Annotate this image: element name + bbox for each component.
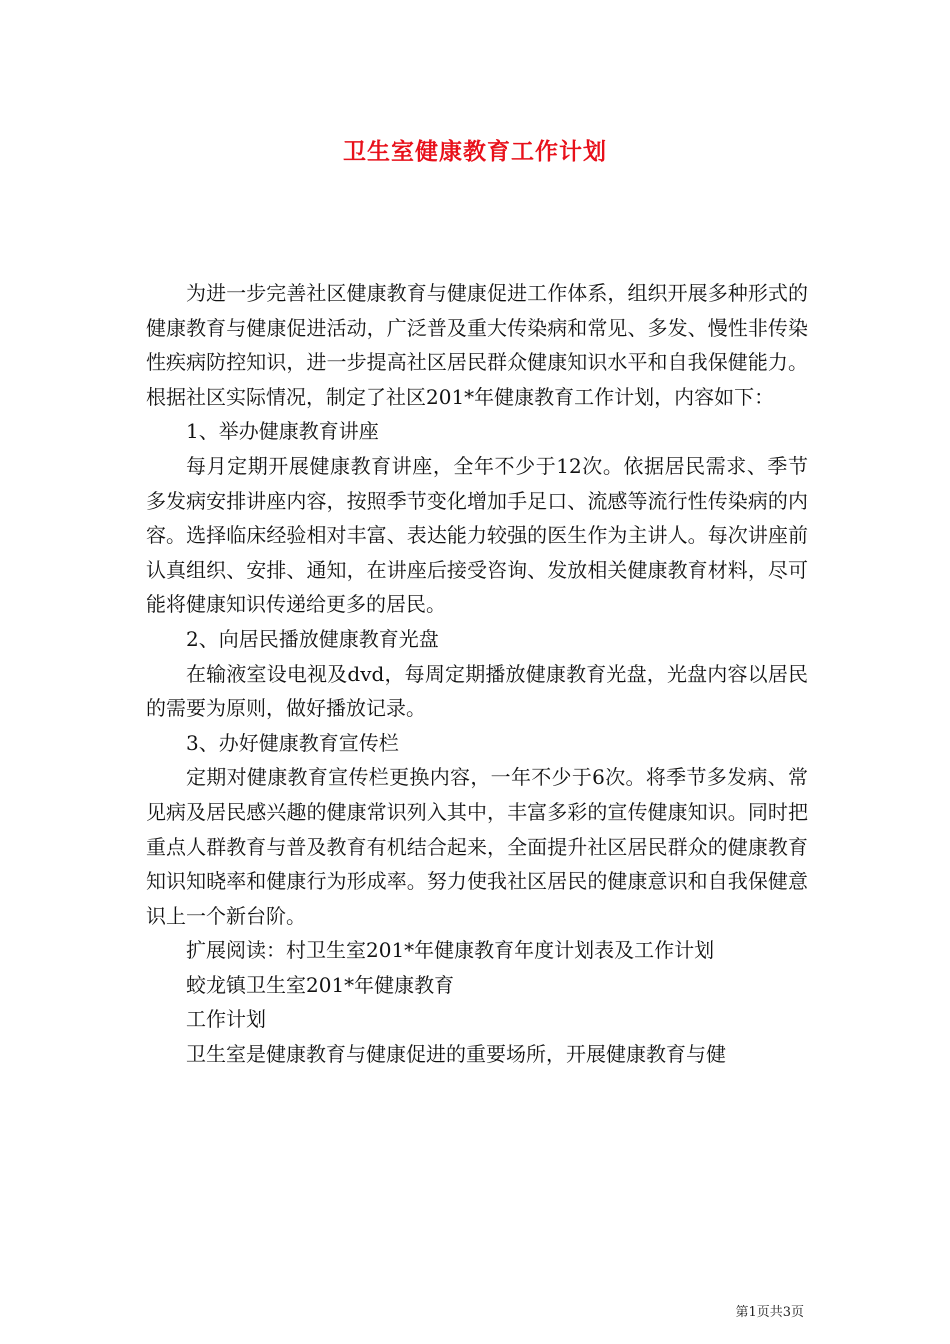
section-heading-2: 2、向居民播放健康教育光盘	[186, 626, 439, 651]
intro-paragraph: 为进一步完善社区健康教育与健康促进工作体系，组织开展多种形式的健康教育与健康促进活动，广泛普及重大传染病和常见、多发、慢性非传染性疾病防控知识，进一步提高社区居民群众健康知识水平和自我保健能力。根据社区实际情况，制定了社区201*年健康教育工作计划，内容如下：	[146, 281, 808, 409]
page-number-footer: 第1页共3页	[735, 1305, 804, 1320]
subdocument-subtitle-line: 工作计划	[186, 1007, 266, 1032]
document-title: 卫生室健康教育工作计划	[343, 138, 607, 165]
section-heading-1: 1、举办健康教育讲座	[186, 419, 379, 444]
section-paragraph-1: 每月定期开展健康教育讲座，全年不少于12次。依据居民需求、季节多发病安排讲座内容，按照季节变化增加手足口、流感等流行性传染病的内容。选择临床经验相对丰富、表达能力较强的医生作为主讲人。每次讲座前认真组织、安排、通知，在讲座后接受咨询、发放相关健康教育材料，尽可能将健康知识传递给更多的居民。	[146, 453, 808, 617]
section-heading-3: 3、办好健康教育宣传栏	[186, 730, 399, 755]
section-paragraph-3: 定期对健康教育宣传栏更换内容，一年不少于6次。将季节多发病、常见病及居民感兴趣的健康常识列入其中，丰富多彩的宣传健康知识。同时把重点人群教育与普及教育有机结合起来，全面提升社区居民群众的健康教育知识知晓率和健康行为形成率。努力使我社区居民的健康意识和自我保健意识上一个新台阶。	[146, 765, 808, 928]
document-body	[146, 276, 808, 1072]
subdocument-paragraph-start: 卫生室是健康教育与健康促进的重要场所，开展健康教育与健	[186, 1042, 726, 1067]
subdocument-title-line: 蛟龙镇卫生室201*年健康教育	[186, 972, 455, 997]
extended-reading-line: 扩展阅读：村卫生室201*年健康教育年度计划表及工作计划	[186, 938, 715, 963]
section-paragraph-2: 在输液室设电视及dvd，每周定期播放健康教育光盘，光盘内容以居民的需要为原则，做好播放记录。	[146, 661, 808, 721]
